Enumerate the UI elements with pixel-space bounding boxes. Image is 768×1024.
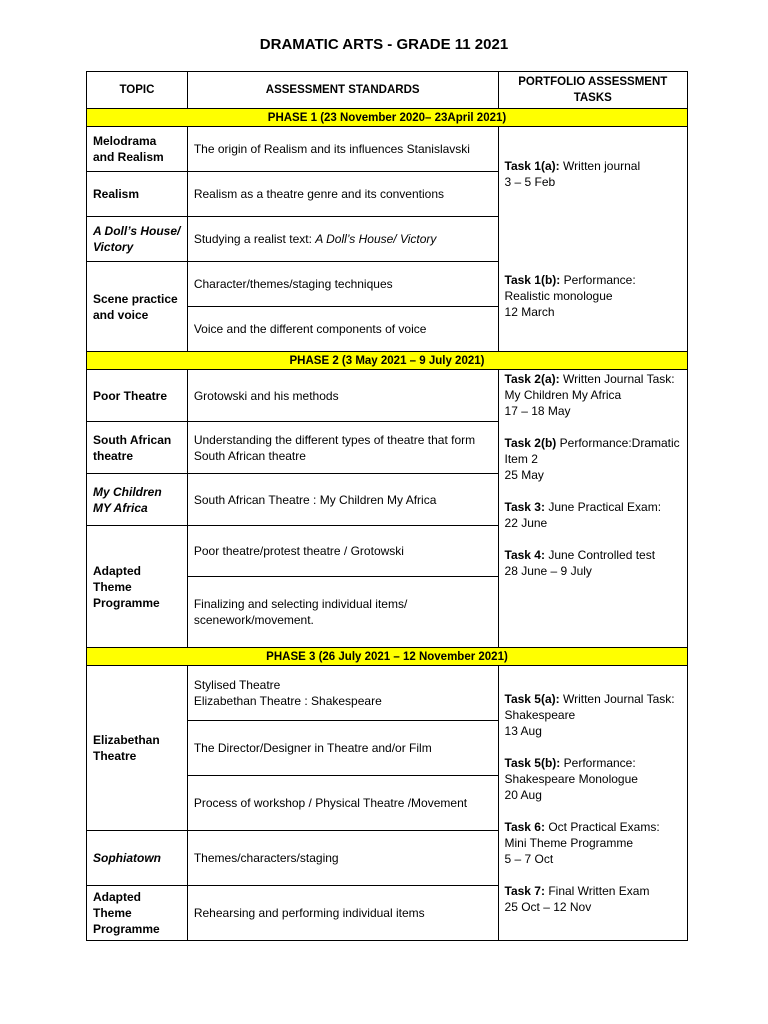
standard-cell: Themes/characters/staging — [187, 831, 498, 886]
topic-cell: Realism — [87, 172, 188, 217]
task-item — [505, 435, 681, 483]
task-item — [505, 499, 681, 531]
standard-cell: Process of workshop / Physical Theatre /Movement — [187, 776, 498, 831]
task-date: 25 May — [504, 468, 544, 482]
standard-cell: The origin of Realism and its influences Stanislavski — [187, 127, 498, 172]
standard-cell — [187, 666, 498, 721]
task-date: 22 June — [504, 516, 548, 530]
table-header-row — [87, 72, 688, 109]
standard-line: Elizabethan Theatre : Shakespeare — [193, 694, 382, 708]
phase-3-row — [87, 648, 688, 666]
task-text: Performance:Dramatic Item 2 — [504, 436, 680, 466]
topic-cell: Adapted Theme Programme — [87, 526, 188, 648]
phase-3-tasks-cell — [498, 666, 687, 941]
phase-2-tasks-cell — [498, 370, 687, 648]
task-label: Task 1(b): — [504, 273, 561, 287]
task-text: Performance: Shakespeare Monologue — [504, 756, 638, 786]
standard-cell: Finalizing and selecting individual items/ scenework/movement. — [187, 577, 498, 648]
standard-title: A Doll’s House/ Victory — [315, 232, 437, 246]
task-text: Written Journal Task: Shakespeare — [504, 692, 675, 722]
task-date: 12 March — [504, 305, 555, 319]
topic-cell: Melodrama and Realism — [87, 127, 188, 172]
standard-cell: Understanding the different types of theatre that form South African theatre — [187, 422, 498, 474]
standard-cell: South African Theatre : My Children My Africa — [187, 474, 498, 526]
table-row — [87, 370, 688, 422]
task-item — [505, 158, 681, 190]
task-date: 25 Oct – 12 Nov — [504, 900, 592, 914]
task-date: 3 – 5 Feb — [504, 175, 556, 189]
table-row — [87, 127, 688, 172]
task-date: 13 Aug — [504, 724, 542, 738]
topic-cell: Sophiatown — [87, 831, 188, 886]
standard-cell — [187, 217, 498, 262]
topic-cell: South African theatre — [87, 422, 188, 474]
task-item — [505, 691, 681, 739]
phase-1-row — [87, 109, 688, 127]
header-topic: TOPIC — [87, 72, 188, 109]
task-item — [505, 883, 681, 915]
standard-cell: Realism as a theatre genre and its conventions — [187, 172, 498, 217]
task-text: Written Journal Task: My Children My Africa — [504, 372, 675, 402]
task-label: Task 2(a): — [504, 372, 560, 386]
task-label: Task 7: — [504, 884, 545, 898]
task-text: Performance: Realistic monologue — [504, 273, 636, 303]
page-title: DRAMATIC ARTS - GRADE 11 2021 — [259, 36, 509, 53]
phase-3-label: PHASE 3 (26 July 2021 – 12 November 2021) — [87, 648, 688, 666]
task-text: Oct Practical Exams: Mini Theme Programme — [504, 820, 660, 850]
standard-cell: Character/themes/staging techniques — [187, 262, 498, 307]
task-item — [505, 272, 681, 320]
standard-cell: Rehearsing and performing individual items — [187, 886, 498, 941]
standard-line: Stylised Theatre — [193, 678, 281, 692]
task-label: Task 5(a): — [504, 692, 560, 706]
topic-cell: Scene practice and voice — [87, 262, 188, 352]
topic-cell: My Children MY Africa — [87, 474, 188, 526]
topic-cell: Adapted Theme Programme — [87, 886, 188, 941]
topic-cell: Elizabethan Theatre — [87, 666, 188, 831]
header-tasks: PORTFOLIO ASSESSMENT TASKS — [498, 72, 687, 109]
standard-cell: Grotowski and his methods — [187, 370, 498, 422]
task-item — [505, 755, 681, 803]
task-date: 5 – 7 Oct — [504, 852, 554, 866]
standard-cell: Voice and the different components of voice — [187, 307, 498, 352]
standard-text: Studying a realist text: — [193, 232, 316, 246]
assessment-table — [86, 71, 688, 941]
task-text: June Controlled test — [544, 548, 656, 562]
phase-2-row — [87, 352, 688, 370]
phase-1-label: PHASE 1 (23 November 2020– 23April 2021) — [87, 109, 688, 127]
task-label: Task 5(b): — [504, 756, 561, 770]
task-text: June Practical Exam: — [544, 500, 662, 514]
table-row — [87, 666, 688, 721]
task-date: 17 – 18 May — [504, 404, 571, 418]
phase-2-label: PHASE 2 (3 May 2021 – 9 July 2021) — [87, 352, 688, 370]
task-text: Written journal — [559, 159, 641, 173]
task-item — [505, 547, 681, 579]
topic-cell: A Doll’s House/ Victory — [87, 217, 188, 262]
task-item — [505, 819, 681, 867]
task-label: Task 6: — [504, 820, 545, 834]
task-text: Final Written Exam — [544, 884, 650, 898]
task-item — [505, 371, 681, 419]
task-date: 28 June – 9 July — [504, 564, 592, 578]
phase-1-tasks-cell — [498, 127, 687, 352]
task-label: Task 3: — [504, 500, 545, 514]
task-label: Task 4: — [504, 548, 545, 562]
standard-cell: The Director/Designer in Theatre and/or Film — [187, 721, 498, 776]
topic-cell: Poor Theatre — [87, 370, 188, 422]
task-label: Task 2(b) — [504, 436, 557, 450]
standard-cell: Poor theatre/protest theatre / Grotowski — [187, 526, 498, 577]
header-standards: ASSESSMENT STANDARDS — [187, 72, 498, 109]
task-date: 20 Aug — [504, 788, 542, 802]
task-label: Task 1(a): — [504, 159, 560, 173]
